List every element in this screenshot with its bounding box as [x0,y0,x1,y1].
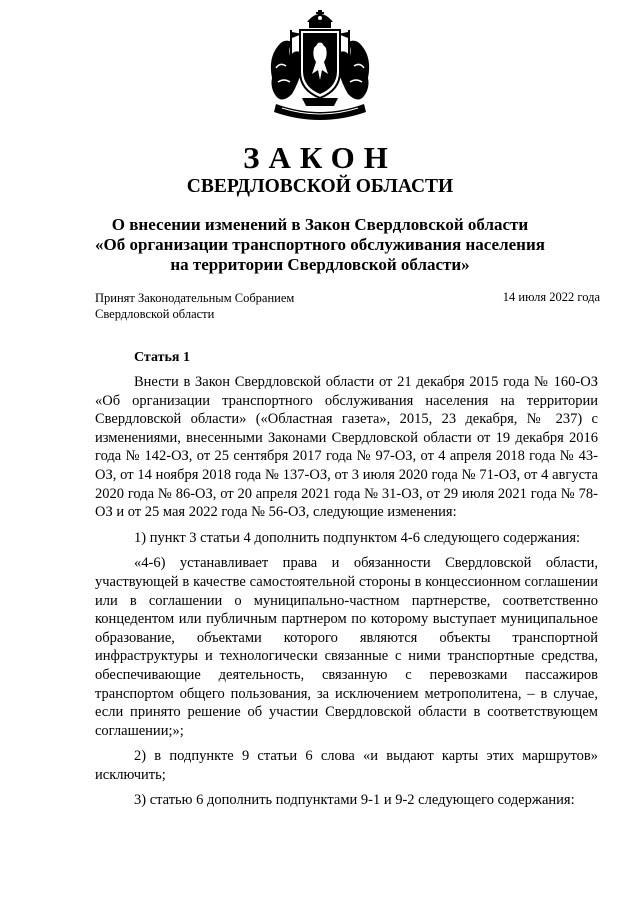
paragraph: «4-6) устанавливает права и обязанности Свердловской области, участвующей в качестве самостоятельной стороны в концессионном соглашении или в соглашении о муниципально-частном партнерстве, соответственно концедентом или публичным партнером по которому выступает муниципальное образование, объектами которого являются объекты транспортной инфраструктуры и технологически связанные с ними транспортные средства, обеспечивающие деятельность, связанную с перевозками пассажиров транспортом общего пользования, за исключением метрополитена, – в случае, если принято решение об участии Свердловской области в соответствующем соглашении;»; [95,555,598,739]
paragraph: 1) пункт 3 статьи 4 дополнить подпунктом 4-6 следующего содержания: [134,529,581,546]
law-title: ЗАКОН [243,140,397,175]
adoption-date: 14 июля 2022 года [502,290,600,304]
region-title: СВЕРДЛОВСКОЙ ОБЛАСТИ [186,176,454,197]
article-body [95,373,598,810]
subject-line: О внесении изменений в Закон Свердловской области [111,215,529,234]
adoption-body-line: Принят Законодательным Собранием [95,291,295,305]
law-subject [60,215,580,275]
paragraph: 3) статью 6 дополнить подпунктами 9-1 и 9-2 следующего содержания: [134,792,575,809]
article-heading: Статья 1 [134,350,190,365]
paragraph: 2) в подпункте 9 статьи 6 слова «и выдают карты этих маршрутов» исключить; [95,748,598,783]
adoption-body-line: Свердловской области [95,307,215,321]
adoption-body [95,290,294,322]
subject-line: «Об организации транспортного обслуживания населения [95,235,545,254]
coat-of-arms-icon [262,8,378,126]
paragraph: Внести в Закон Свердловской области от 21 декабря 2015 года № 160-ОЗ «Об организации транспортного обслуживания населения на территории Свердловской области» («Областная газета», 2015, 23 декабря, № 237) с изменениями, внесенными Законами Свердловской области от 19 декабря 2016 года № 142-ОЗ, от 25 сентября 2017 года № 97-ОЗ, от 4 апреля 2018 года № 43-ОЗ, от 14 ноября 2018 года № 137-ОЗ, от 3 июля 2020 года № 71-ОЗ, от 4 августа 2020 года № 86-ОЗ, от 20 апреля 2021 года № 31-ОЗ, от 29 июля 2021 года № 78-ОЗ и от 25 мая 2022 года № 56-ОЗ, следующие изменения: [95,374,598,521]
subject-line: на территории Свердловской области» [170,255,470,274]
